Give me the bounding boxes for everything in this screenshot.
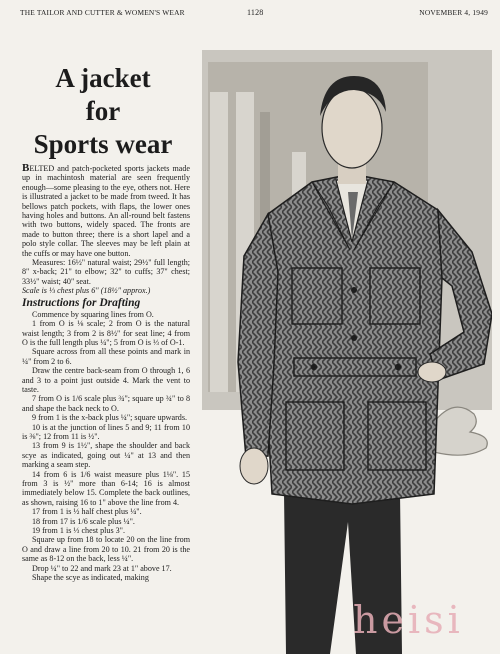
article-body	[22, 164, 190, 582]
title-line-1: A jacket	[55, 63, 151, 93]
instruction-step: Commence by squaring lines from O.	[32, 309, 154, 319]
publication-name: THE TAILOR AND CUTTER & WOMEN'S WEAR	[20, 8, 185, 17]
intro-paragraph	[22, 164, 190, 258]
instruction-step: 19 from 1 is ⅓ chest plus 3".	[32, 526, 126, 536]
issue-date: NOVEMBER 4, 1949	[419, 8, 488, 17]
page-number: 1128	[247, 8, 264, 17]
instruction-step: Draw the centre back-seam from O through 1, 6 and 3 to a point just outside 4. Mark the vent to taste.	[22, 366, 190, 394]
instruction-step: 13 from 9 is 1½", shape the shoulder and back scye as indicated, going out ¼" at 13 and then marking a seam step.	[22, 441, 190, 470]
instruction-step: 1 from O is ⅛ scale; 2 from O is the natural waist length; 3 from 2 is 8½" for seat line; 4 from O is the full length plus ¼"; 5 from O is ⅓ of O-1.	[22, 319, 190, 347]
instruction-step: 14 from 6 is 1/6 waist measure plus 1⅛". 15 from 3 is ½" more than 6-14; 16 is almost immediately below 15. Complete the back outlines, as shown, raising 16 to 1" above the line from 4.	[22, 469, 190, 507]
instruction-step: 10 is at the junction of lines 5 and 9; 11 from 10 is ⅜"; 12 from 11 is ½".	[22, 422, 190, 441]
instruction-step: Drop ¼" to 22 and mark 23 at 1" above 17.	[32, 563, 172, 573]
instruction-step: Square across from all these points and mark in ¼" from 2 to 6.	[22, 347, 190, 366]
article-title	[28, 62, 178, 161]
drop-letter: B	[22, 162, 30, 174]
instruction-step: 7 from O is 1/6 scale plus ¾"; square up ¾" to 8 and shape the back neck to O.	[22, 394, 190, 413]
intro-text: ELTED and patch-pocketed sports jackets made up in machintosh material are seen frequently enough—some pleasing to the eye, others not. Here is illustrated a jacket to be made from tweed. It has bellows patch pockets, with flaps, the lower ones having holes and buttons. An all-round belt fastens with two buttons, widely spaced. The fronts are made to button three; there is a short lapel and a polo style collar. The sleeves may be left plain at the cuffs or may have one button.	[22, 164, 190, 258]
instruction-step: 9 from 1 is the x-back plus ¼"; square upwards.	[32, 413, 188, 423]
instruction-step: 18 from 17 is 1/6 scale plus ¼".	[32, 516, 135, 526]
instruction-step: Shape the scye as indicated, making	[32, 573, 149, 583]
jacket-illustration	[202, 42, 492, 654]
title-line-2: for	[85, 96, 121, 126]
instruction-step: Square up from 18 to locate 20 on the line from O and draw a line from 20 to 10. 21 from 20 is the same as 8-12 on the back, less ¼".	[22, 535, 190, 564]
measures-paragraph: Measures: 16½" natural waist; 29½" full length; 8" x-back; 21" to elbow; 32" to cuffs; 37" chest; 33½" waist; 40" seat.	[22, 258, 190, 286]
scale-note: Scale is ⅓ chest plus 6" (18½" approx.)	[22, 286, 151, 296]
watermark-text: heisi	[353, 598, 464, 642]
page-header	[20, 8, 488, 22]
instructions-heading: Instructions for Drafting	[22, 296, 141, 309]
title-line-3: Sports wear	[33, 129, 173, 159]
instruction-step: 17 from 1 is ½ half chest plus ¼".	[32, 507, 142, 517]
